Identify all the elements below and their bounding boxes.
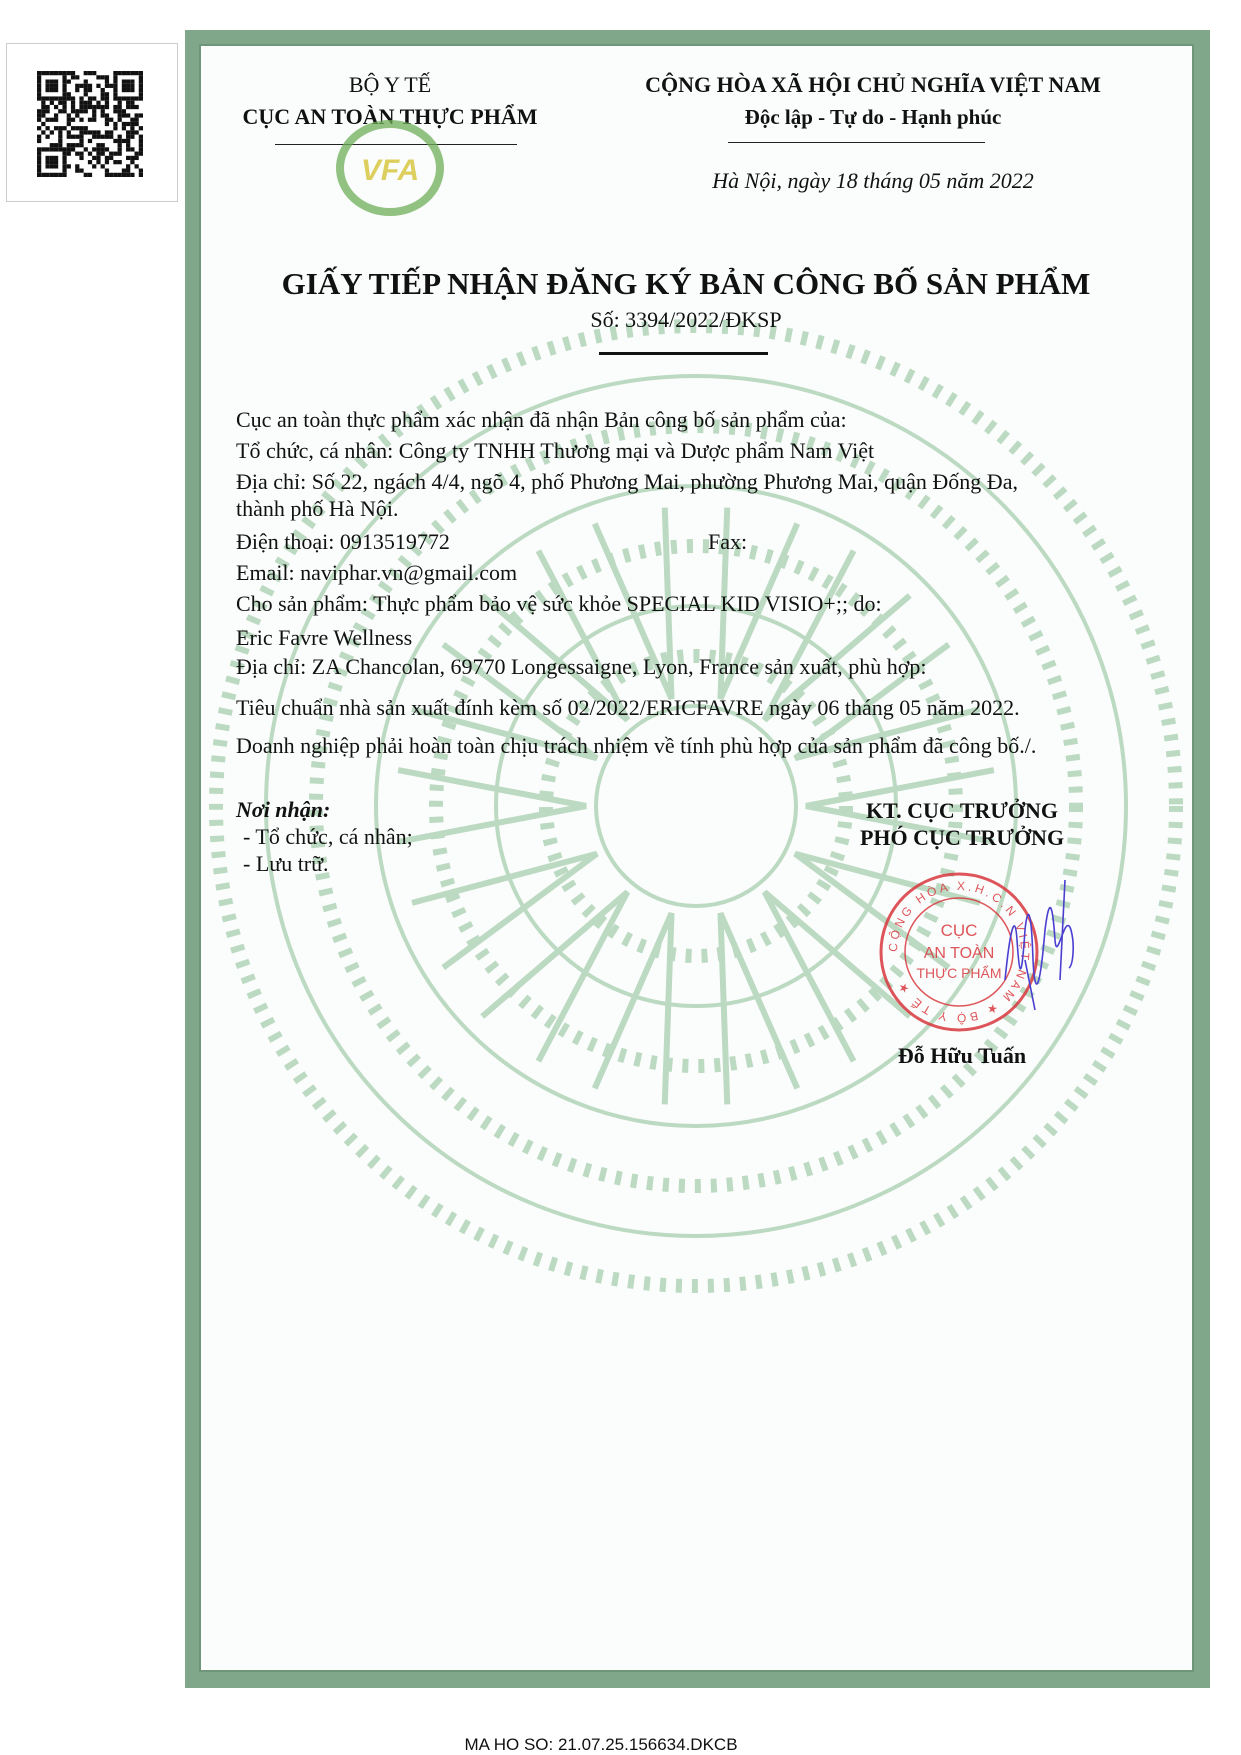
signer-title-1: KT. CỤC TRƯỞNG <box>865 798 1059 823</box>
organization: Tổ chức, cá nhân: Công ty TNHH Thương mại và Dược phẩm Nam Việt <box>236 438 875 463</box>
svg-text:CỘNG HÒA X.H.C.N VIỆT NAM ★ BỘ: CỘNG HÒA X.H.C.N VIỆT NAM ★ BỘ Y TẾ ★ <box>885 878 1033 1026</box>
dossier-code: MA HO SO: 21.07.25.156634.DKCB <box>464 1735 738 1754</box>
intro-text: Cục an toàn thực phẩm xác nhận đã nhận Bản công bố sản phẩm của: <box>236 407 847 432</box>
qr-code-box <box>6 43 178 202</box>
document-title: GIẤY TIẾP NHẬN ĐĂNG KÝ BẢN CÔNG BỐ SẢN PHẨM <box>281 266 1091 301</box>
fax: Fax: <box>708 529 748 554</box>
divider <box>728 142 985 143</box>
product: Cho sản phẩm: Thực phẩm bảo vệ sức khỏe SPECIAL KID VISIO+;; do: <box>236 591 882 616</box>
svg-text:AN TOÀN: AN TOÀN <box>923 945 995 962</box>
issue-date: Hà Nội, ngày 18 tháng 05 năm 2022 <box>712 168 1034 193</box>
signer-name: Đỗ Hữu Tuấn <box>897 1043 1027 1068</box>
country-name: CỘNG HÒA XÃ HỘI CHỦ NGHĨA VIỆT NAM <box>645 72 1101 97</box>
svg-text:CỤC: CỤC <box>940 921 978 940</box>
address-line-2: thành phố Hà Nội. <box>236 496 399 521</box>
document-number: Số: 3394/2022/ĐKSP <box>590 307 782 332</box>
vfa-logo <box>330 118 450 218</box>
recipient-item: - Lưu trữ. <box>243 851 329 876</box>
address-line-1: Địa chỉ: Số 22, ngách 4/4, ngõ 4, phố Phương Mai, phường Phương Mai, quận Đống Đa, <box>236 469 1018 494</box>
manufacturer-address: Địa chỉ: ZA Chancolan, 69770 Longessaigne, Lyon, France sản xuất, phù hợp: <box>236 654 927 679</box>
qr-code-icon <box>37 71 143 177</box>
recipient-item: - Tổ chức, cá nhân; <box>243 824 413 849</box>
pattern-star-ray <box>595 913 672 1104</box>
responsibility: Doanh nghiệp phải hoàn toàn chịu trách nhiệm về tính phù hợp của sản phẩm đã công bố./. <box>236 733 1037 758</box>
signer-title-2: PHÓ CỤC TRƯỞNG <box>859 825 1065 850</box>
svg-text:THỰC PHẨM: THỰC PHẨM <box>916 965 1002 981</box>
phone: Điện thoại: 0913519772 <box>236 529 450 554</box>
official-stamp <box>875 870 1105 1040</box>
recipients-label: Nơi nhận: <box>236 797 331 822</box>
manufacturer: Eric Favre Wellness <box>236 625 413 650</box>
standard: Tiêu chuẩn nhà sản xuất đính kèm số 02/2022/ERICFAVRE ngày 06 tháng 05 năm 2022. <box>236 695 1020 720</box>
pattern-star-ray <box>720 913 797 1104</box>
svg-text:VFA: VFA <box>360 154 420 187</box>
title-underline <box>599 352 768 355</box>
agency-name: CỤC AN TOÀN THỰC PHẨM <box>242 104 538 129</box>
pattern-star-ray <box>398 770 586 842</box>
motto: Độc lập - Tự do - Hạnh phúc <box>744 105 1002 129</box>
ministry-name: BỘ Y TẾ <box>348 72 432 97</box>
email: Email: naviphar.vn@gmail.com <box>236 560 518 585</box>
